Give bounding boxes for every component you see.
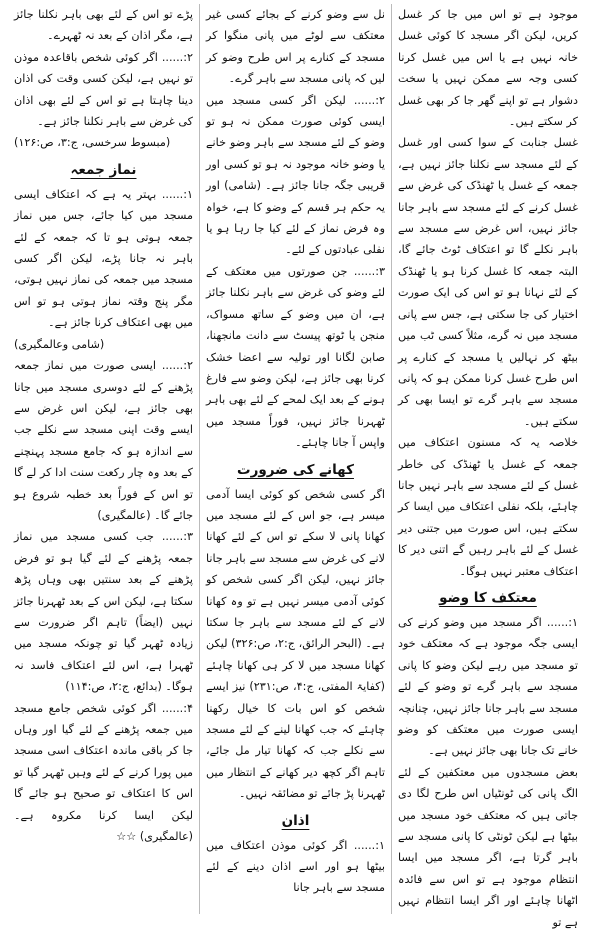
- paragraph: ۲:...... لیکن اگر کسی مسجد میں ایسی کوئی صورت ممکن نہ ہو تو وضو کے لئے مسجد سے باہر وضو خانے یا وضو خانہ موجود نہ ہو تو کسی اور قریبی جگہ جانا جائز ہے۔ (شامی) اور یہ حکم ہر قسم کے وضو کا ہے، خواہ وہ فرض نماز کے لئے کیا جا رہا ہو یا نفلی عبادتوں کے لئے۔: [206, 93, 385, 257]
- section-heading: اذان: [281, 812, 310, 829]
- text-column-1: [392, 4, 584, 929]
- text-column-2: [200, 4, 392, 914]
- paragraph: غسل جنابت کے سوا کسی اور غسل کے لئے مسجد سے نکلنا جائز نہیں ہے، جمعہ کے غسل یا ٹھنڈک کی غرض سے غسل کرنے کے لئے مسجد سے باہر جانا جائز نہیں، اس غرض سے مسجد سے باہر نکلے گا تو اعتکاف ٹوٹ جائے گا، البتہ جمعہ کا غسل کرنا ہو یا ٹھنڈک کے لئے نہانا ہو تو اس کی ایک صورت اختیار کی جا سکتی ہے، جس سے پانی مسجد میں نہ گرے، مثلاً کسی ٹب میں بیٹھ کر نہالیں یا مسجد کے کنارے پر اس طرح غسل کرنا ممکن ہو کہ پانی مسجد سے باہر گرے تو ایسا بھی کر سکتے ہیں۔: [398, 136, 578, 428]
- paragraph: ۱:...... اگر کوئی موذن اعتکاف میں بیٹھا ہو اور اسے اذان دینے کے لئے مسجد سے باہر جانا: [206, 838, 385, 895]
- paragraph: ۲:...... ایسی صورت میں نماز جمعہ پڑھنے کے لئے دوسری مسجد میں جانا بھی جائز ہے، لیکن اس غرض سے ایسے وقت اپنی مسجد سے نکلے جب سے اندازہ ہو کہ جامع مسجد پہنچنے کے بعد وہ چار رکعت سنت ادا کر لے گا تو اس کے فوراً بعد خطبہ شروع ہو جائے گا۔ (عالمگیری): [14, 359, 193, 522]
- citation: (شامی وعالمگیری): [14, 337, 105, 351]
- paragraph: اگر کسی شخص کو کوئی ایسا آدمی میسر ہے، جو اس کے لئے مسجد میں کھانا پانی لا سکے تو اس کے لئے کھانا لانے کی غرض سے مسجد سے باہر جانا جائز نہیں، لیکن اگر کسی شخص کو کوئی آدمی میسر نہیں ہے تو وہ کھانا لانے کے لئے مسجد سے باہر جا سکتا ہے۔ (البحر الرائق، ج:۲، ص:۳۲۶) لیکن کھانا مسجد میں لا کر ہی کھانا چاہئے (کفایۃ المفتی، ج:۴، ص:۲۳۱) نیز ایسے شخص کو اس بات کا خیال رکھنا چاہئے کہ جب کھانا لینے کے لئے مسجد سے نکلے جب کہ کھانا تیار مل جائے، تاہم اگر کچھ دیر کھانے کے انتظار میں ٹھہرنا پڑ جائے تو مضائقہ نہیں۔: [206, 487, 385, 801]
- paragraph: ۳:...... جن صورتوں میں معتکف کے لئے وضو کی غرض سے باہر نکلنا جائز ہے، ان میں وضو کے ساتھ مسواک، منجن یا ٹوتھ پیسٹ سے دانت مانجھنا، صابن لگانا اور تولیہ سے اعضا خشک کرنا بھی جائز ہے، لیکن وضو سے فارغ ہونے کے بعد ایک لمحے کے لئے بھی باہر ٹھہرنا جائز نہیں، فوراً مسجد میں واپس آ جانا چاہئے۔: [206, 264, 385, 450]
- text-column-3: [8, 4, 200, 914]
- paragraph: بعض مسجدوں میں معتکفین کے لئے الگ پانی کی ٹونٹیاں اس طرح لگا دی جاتی ہیں کہ معتکف خود مسجد میں بیٹھا ہے لیکن ٹونٹی کا پانی مسجد سے باہر گرتا ہے، اگر مسجد میں ایسا انتظام موجود ہے تو اس سے فائدہ اٹھانا چاہئے اور اگر ایسا انتظام نہیں ہے تو: [398, 765, 578, 929]
- paragraph: ۱:...... اگر مسجد میں وضو کرنے کی ایسی جگہ موجود ہے کہ معتکف خود تو مسجد میں رہے لیکن وضو کا پانی مسجد سے باہر گرے تو وضو کے لئے مسجد سے باہر جانا جائز نہیں، چنانچہ ایسی صورت میں معتکف کو وضو خانے تک جانا بھی جائز نہیں ہے۔: [398, 615, 578, 758]
- paragraph: خلاصہ یہ کہ مسنون اعتکاف میں جمعہ کے غسل یا ٹھنڈک کی خاطر غسل کے لئے مسجد سے باہر نہیں جانا چاہئے، بلکہ نفلی اعتکاف میں ایسا کر سکتے ہیں، اس صورت میں جتنی دیر غسل کے لئے باہر رہیں گے اتنی دیر کا اعتکاف معتبر نہیں ہوگا۔: [398, 436, 578, 578]
- paragraph: نل سے وضو کرنے کے بجائے کسی غیر معتکف سے لوٹے میں پانی منگوا کر مسجد کے کنارے پر اس طرح وضو کر لیں کہ پانی مسجد سے باہر گرے۔: [206, 8, 385, 86]
- section-heading: نماز جمعہ: [70, 161, 137, 178]
- paragraph: ۲:...... اگر کوئی شخص باقاعدہ موذن تو نہیں ہے، لیکن کسی وقت کی اذان دینا چاہتا ہے تو اس کے لئے بھی اذان کی غرض سے باہر نکلنا جائز ہے۔: [14, 50, 193, 129]
- paragraph: ۳:...... جب کسی مسجد میں نماز جمعہ پڑھنے کے لئے گیا ہو تو فرض پڑھنے کے بعد سنتیں بھی وہاں پڑھ سکتا ہے، لیکن اس کے بعد ٹھہرنا جائز نہیں (ایضاً) تاہم اگر ضرورت سے زیادہ ٹھہر گیا تو چونکہ مسجد میں ٹھہرا ہے، اس لئے اعتکاف فاسد نہ ہوگا۔ (بدائع، ج:۲، ص:۱۱۴): [14, 530, 193, 694]
- section-heading: کھانے کی ضرورت: [237, 461, 354, 478]
- citation: (مبسوط سرخسی، ج:۳، ص:۱۲۶): [14, 136, 171, 150]
- paragraph: پڑے تو اس کے لئے بھی باہر نکلنا جائز ہے، مگر اذان کے بعد نہ ٹھہرے۔: [14, 8, 193, 43]
- paragraph: ۴:...... اگر کوئی شخص جامع مسجد میں جمعہ پڑھنے کے لئے گیا اور وہاں جا کر باقی ماندہ اعتکاف اسی مسجد میں پورا کرنے کے لئے وہیں ٹھہر گیا تو اس کا اعتکاف تو صحیح ہو جائے گا لیکن ایسا کرنا مکروہ ہے۔ (عالمگیری) ☆☆: [14, 701, 193, 844]
- paragraph: ۱:...... بہتر یہ ہے کہ اعتکاف ایسی مسجد میں کیا جائے، جس میں نماز جمعہ ہوتی ہو تا کہ جمعہ کے لئے باہر نہ جانا پڑے، لیکن اگر کسی مسجد میں جمعہ کی نماز نہیں ہوتی، مگر پنج وقتہ نماز ہوتی ہو تو اس میں بھی اعتکاف کرنا جائز ہے۔: [14, 187, 193, 330]
- section-heading: معتکف کا وضو: [439, 589, 537, 606]
- paragraph: موجود ہے تو اس میں جا کر غسل کریں، لیکن اگر مسجد کا کوئی غسل خانہ نہیں ہے یا اس میں غسل کرنا کسی وجہ سے ممکن نہیں یا سخت دشوار ہے تو اپنے گھر جا کر بھی غسل کر سکتے ہیں۔: [398, 8, 578, 129]
